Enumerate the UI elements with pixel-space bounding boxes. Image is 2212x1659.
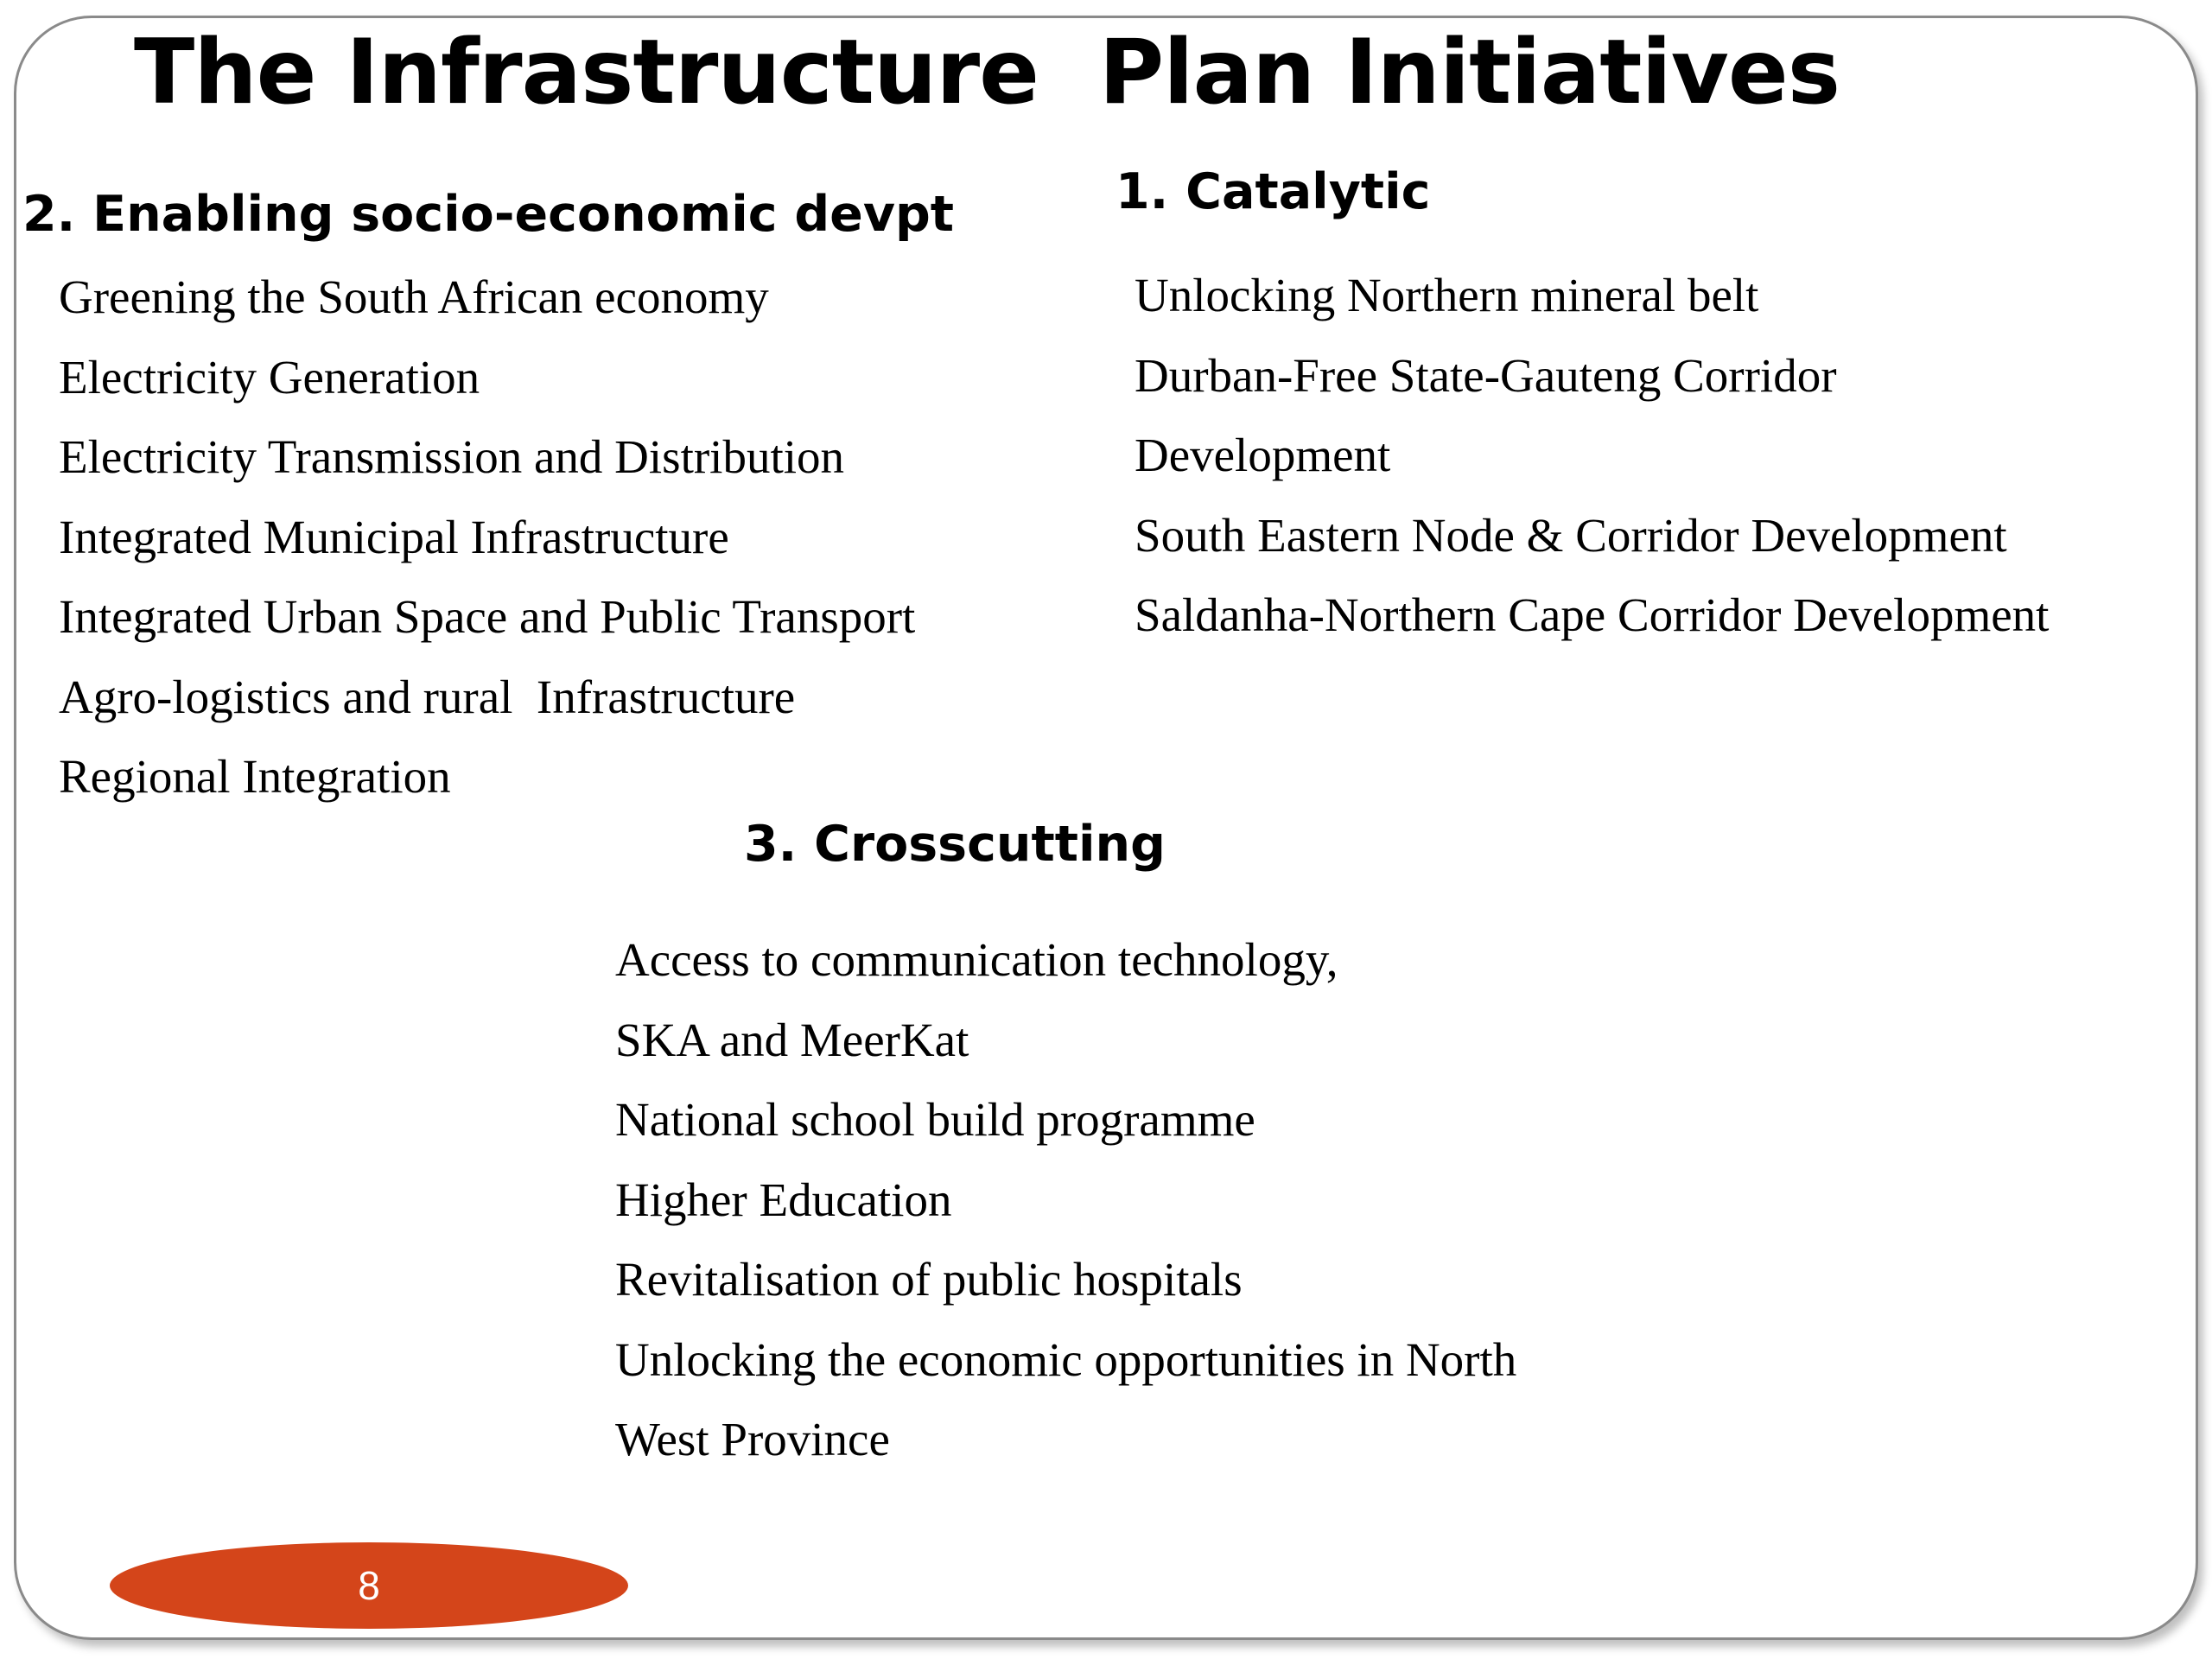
list-item: Saldanha-Northern Cape Corridor Development: [1135, 588, 2050, 641]
list-item: Agro-logistics and rural Infrastructure: [59, 670, 796, 723]
crosscutting-heading: 3. Crosscutting: [744, 816, 1166, 873]
crosscutting-list: [615, 920, 1516, 1480]
list-item: National school build programme: [615, 1093, 1255, 1146]
page-number-badge: 8: [110, 1542, 628, 1629]
catalytic-list: [1135, 256, 2049, 656]
list-item: Integrated Urban Space and Public Transport: [59, 590, 916, 643]
list-item: Development: [1135, 429, 1391, 481]
list-item: Electricity Generation: [59, 350, 480, 404]
catalytic-heading: 1. Catalytic: [1116, 163, 1431, 220]
list-item: Integrated Municipal Infrastructure: [59, 510, 729, 563]
enabling-heading: 2. Enabling socio-economic devpt: [22, 186, 955, 243]
list-item: Access to communication technology,: [615, 933, 1338, 986]
enabling-list: [59, 257, 915, 817]
list-item: South Eastern Node & Corridor Development: [1135, 508, 2007, 562]
list-item: Unlocking the economic opportunities in North: [615, 1332, 1517, 1386]
list-item: Electricity Transmission and Distribution: [59, 430, 845, 483]
list-item: West Province: [615, 1413, 890, 1465]
slide-title: The Infrastructure Plan Initiatives: [134, 21, 1840, 124]
list-item: Revitalisation of public hospitals: [615, 1253, 1243, 1306]
list-item: Durban-Free State-Gauteng Corridor: [1135, 348, 1837, 402]
list-item: Higher Education: [615, 1173, 952, 1226]
list-item: SKA and MeerKat: [615, 1013, 969, 1066]
list-item: Greening the South African economy: [59, 270, 769, 323]
list-item: Regional Integration: [59, 750, 451, 803]
list-item: Unlocking Northern mineral belt: [1135, 269, 1759, 321]
